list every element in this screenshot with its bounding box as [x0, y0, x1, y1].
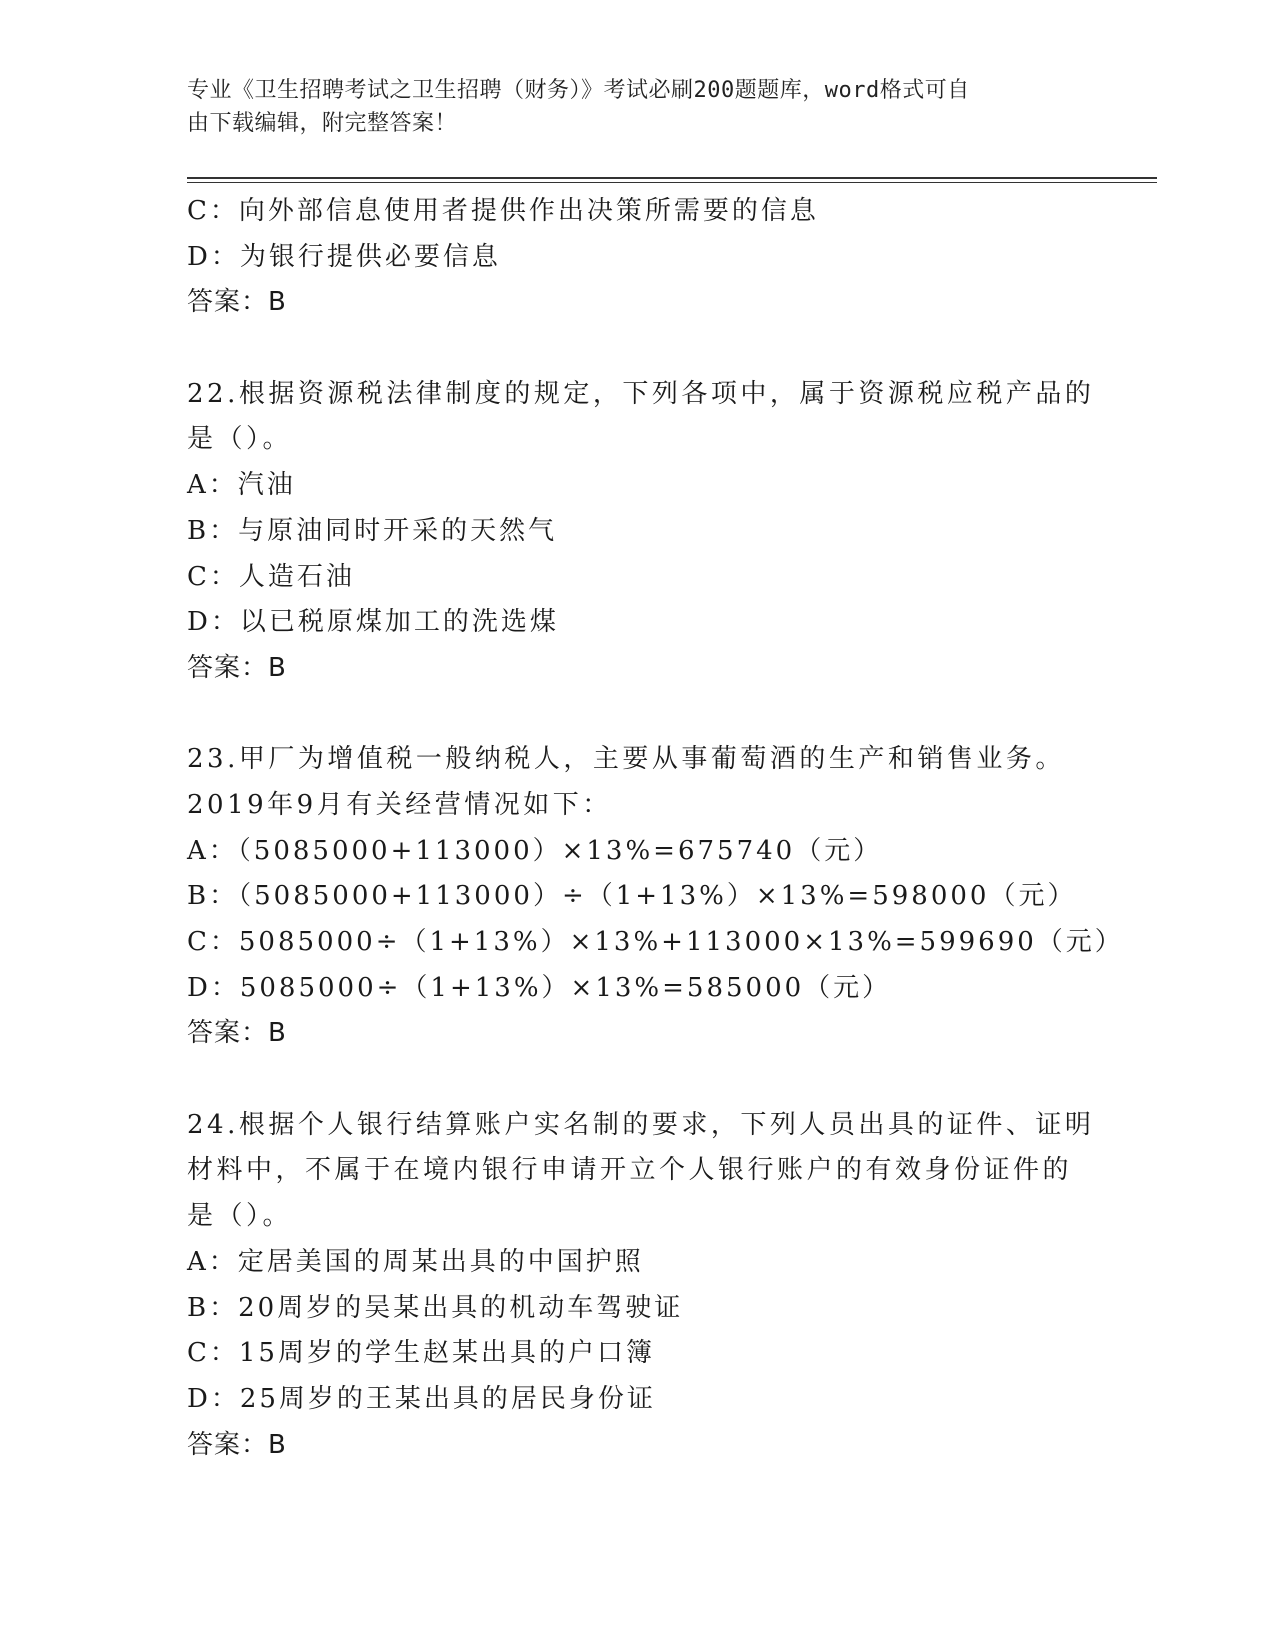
question-stem: 是（）。 — [187, 424, 293, 455]
question-stem: 2019年9月有关经营情况如下： — [187, 789, 612, 820]
answer-line: 答案：B — [187, 1429, 287, 1460]
spacer — [187, 326, 1167, 372]
question-content — [187, 189, 1167, 1468]
option-a: A：（5085000+113000）×13%=675740（元） — [187, 835, 883, 866]
answer-line: 答案：B — [187, 287, 287, 318]
question-block-22 — [187, 372, 1167, 692]
option-d: D：以已税原煤加工的洗选煤 — [187, 607, 559, 638]
option-d: D：25周岁的王某出具的居民身份证 — [187, 1383, 656, 1414]
question-block-23 — [187, 737, 1167, 1057]
answer-line: 答案：B — [187, 652, 287, 683]
question-block-21 — [187, 189, 1167, 326]
option-b: B：与原油同时开采的天然气 — [187, 515, 558, 546]
option-a: A：定居美国的周某出具的中国护照 — [187, 1246, 644, 1277]
option-d: D：5085000÷（1+13%）×13%=585000（元） — [187, 972, 892, 1003]
question-stem: 材料中，不属于在境内银行申请开立个人银行账户的有效身份证件的 — [187, 1155, 1073, 1186]
header-divider — [187, 177, 1157, 179]
header-line-1: 专业《卫生招聘考试之卫生招聘（财务）》考试必刷200题题库，word格式可自 — [187, 78, 970, 103]
option-c: C：人造石油 — [187, 561, 355, 592]
question-stem: 是（）。 — [187, 1201, 293, 1232]
document-header — [187, 74, 1067, 140]
option-c: C：5085000÷（1+13%）×13%+113000×13%=599690（元） — [187, 927, 1124, 957]
header-line-2: 由下载编辑，附完整答案！ — [187, 111, 458, 136]
question-stem: 24.根据个人银行结算账户实名制的要求，下列人员出具的证件、证明 — [187, 1109, 1095, 1140]
spacer — [187, 1057, 1167, 1103]
spacer — [187, 692, 1167, 738]
question-block-24 — [187, 1103, 1167, 1469]
answer-line: 答案：B — [187, 1018, 287, 1049]
question-stem: 22.根据资源税法律制度的规定，下列各项中，属于资源税应税产品的 — [187, 378, 1095, 409]
option-c: C：15周岁的学生赵某出具的户口簿 — [187, 1338, 655, 1369]
option-d: D：为银行提供必要信息 — [187, 241, 501, 272]
option-b: B：20周岁的吴某出具的机动车驾驶证 — [187, 1292, 684, 1323]
option-b: B：（5085000+113000）÷（1+13%）×13%=598000（元） — [187, 881, 1077, 912]
question-stem: 23.甲厂为增值税一般纳税人，主要从事葡萄酒的生产和销售业务。 — [187, 744, 1065, 775]
option-c: C：向外部信息使用者提供作出决策所需要的信息 — [187, 196, 819, 226]
option-a: A：汽油 — [187, 470, 296, 501]
header-divider-thin — [187, 182, 1157, 183]
